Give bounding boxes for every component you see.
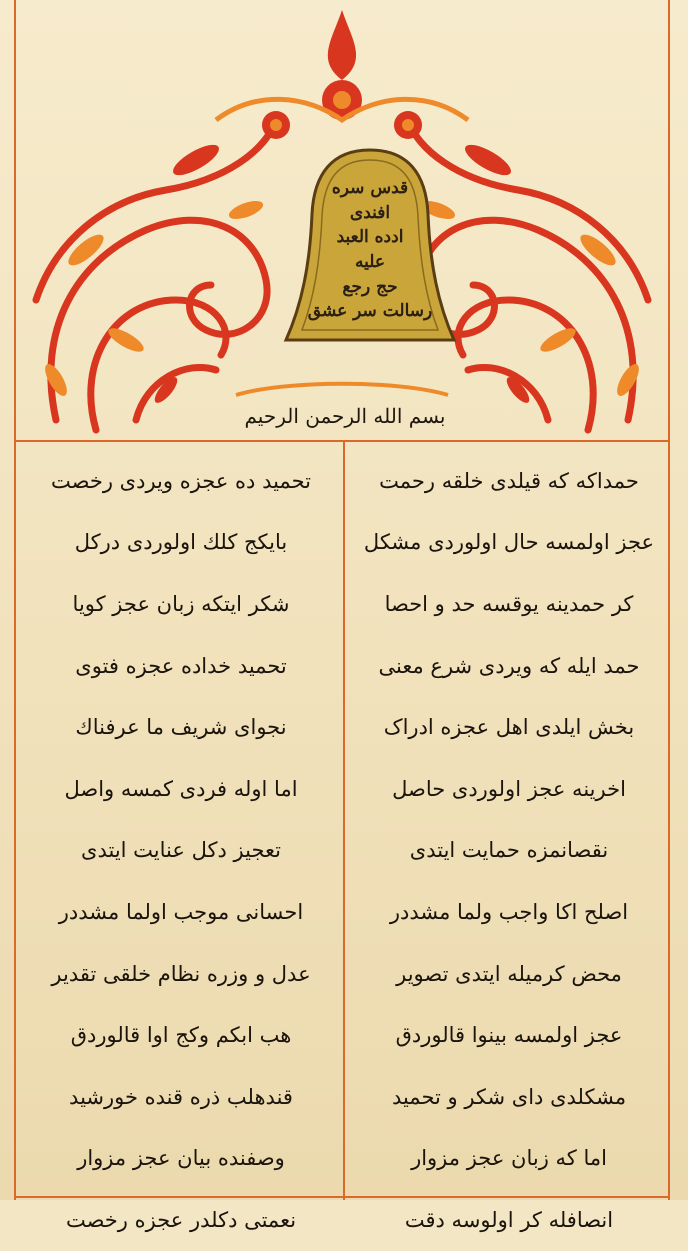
frame-rule-top bbox=[14, 440, 670, 442]
seal-line: قدس سره bbox=[331, 178, 409, 199]
verse-line: حمداکه که قیلدی خلقه رحمت bbox=[379, 468, 639, 493]
seal-line: رسالت سر عشق bbox=[307, 301, 433, 322]
verse-line: مشکلدی دای شکر و تحمید bbox=[391, 1084, 627, 1109]
seal-line: افندی bbox=[349, 202, 391, 223]
frame-rule-right bbox=[668, 0, 670, 1200]
seal-inscription bbox=[300, 160, 440, 340]
verse-line: تحمید ده عجزه ویردی رخصت bbox=[51, 468, 311, 493]
verse-line: حمد ایله که ویردی شرع معنی bbox=[378, 653, 640, 678]
basmala-heading: بسم الله الرحمن الرحيم bbox=[244, 404, 446, 428]
verse-line: اما اوله فردی کمسه واصل bbox=[64, 776, 298, 801]
frame-rule-left bbox=[14, 0, 16, 1200]
verse-line: انصافله کر اولوسه دقت bbox=[404, 1207, 614, 1232]
verse-line: هب ابکم وکج اوا قالوردق bbox=[70, 1023, 292, 1048]
verse-line: محض کرمیله ایتدی تصویر bbox=[396, 961, 622, 986]
verse-line: عجز اولمسه حال اولوردی مشکل bbox=[363, 530, 655, 555]
verse-line: نجوای شریف ما عرفناك bbox=[75, 715, 287, 740]
verse-line: کر حمدینه یوقسه حد و احصا bbox=[384, 591, 634, 616]
verse-line: عدل و وزره نظام خلقی تقدیر bbox=[51, 961, 311, 986]
verse-line: تحمید خداده عجزه فتوی bbox=[75, 653, 287, 678]
verse-line: اصلح اکا واجب ولما مشددر bbox=[389, 899, 629, 924]
verse-line: عجز اولمسه بینوا قالوردق bbox=[395, 1023, 623, 1048]
verse-line: شکر ایتکه زبان عجز کویا bbox=[72, 591, 290, 616]
column-divider bbox=[343, 440, 345, 1200]
verse-line: نعمتی دکلدر عجزه رخصت bbox=[65, 1207, 297, 1232]
verse-line: بایکج کلك اولوردی درکل bbox=[74, 530, 288, 555]
verse-line: اما که زبان عجز مزوار bbox=[411, 1146, 607, 1171]
left-text-column bbox=[22, 450, 340, 1232]
verse-line: تعجیز دکل عنایت ایتدی bbox=[81, 838, 281, 863]
verse-line: نقصانمزه حمایت ایتدی bbox=[409, 838, 609, 863]
right-text-column bbox=[350, 450, 668, 1232]
verse-line: وصفنده بیان عجز مزوار bbox=[77, 1146, 285, 1171]
seal-line: علیه bbox=[355, 252, 386, 272]
verse-line: قندهلب ذره قنده خورشید bbox=[69, 1084, 293, 1109]
verse-line: احسانی موجب اولما مشددر bbox=[58, 899, 304, 924]
verse-line: اخرینه عجز اولوردی حاصل bbox=[392, 776, 626, 801]
seal-line: ادده العبد bbox=[336, 227, 404, 248]
verse-line: بخش ایلدی اهل عجزه ادراک bbox=[383, 715, 635, 740]
seal-line: حج رجع bbox=[342, 276, 398, 297]
